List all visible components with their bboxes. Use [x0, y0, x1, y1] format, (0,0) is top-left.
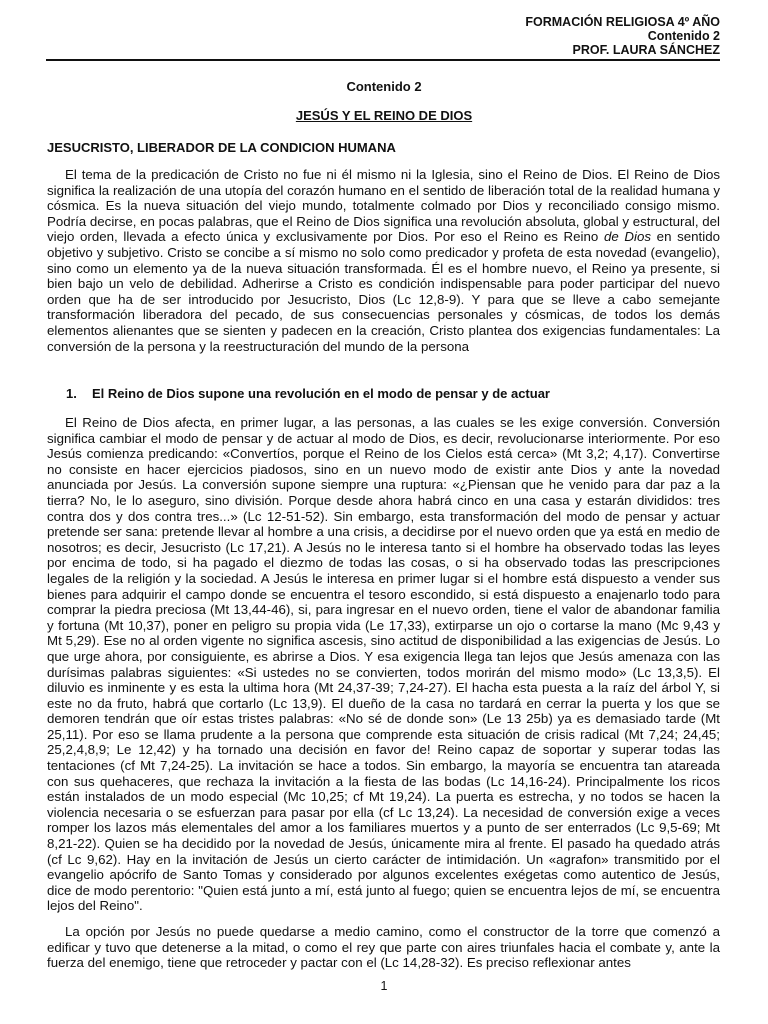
- header-course: FORMACIÓN RELIGIOSA 4º AÑO: [525, 15, 720, 29]
- page-header: [525, 15, 720, 57]
- paragraph-3: La opción por Jesús no puede quedarse a medio camino, como el constructor de la torre que comenzó a edificar y tuvo que detenerse a la mitad, o como el rey que parte con aires triunfales hacia el combate y, ante la fuerza del enemigo, tiene que retroceder y pactar con el (Lc 14,28-32). Es preciso reflexionar antes: [47, 924, 720, 971]
- numbered-heading: [66, 386, 550, 401]
- section-title: JESÚS Y EL REINO DE DIOS: [295, 108, 473, 123]
- numbered-heading-number: 1.: [66, 386, 77, 401]
- paragraph-1-text-a: El tema de la predicación de Cristo no fue ni él mismo ni la Iglesia, sino el Reino de Dios. El Reino de Dios significa la realización de una utopía del corazón humano en el sentido de liberación total de la realidad humana y cósmica. Es la nueva situación del viejo mundo, totalmente colmado por Dios y reconciliado consigo mismo. Podría decirse, en pocas palabras, que el Reino de Dios significa una revolución absoluta, global y estructural, del viejo orden, llevada a efecto única y exclusivamente por Dios. Por eso el Reino es Reino: [47, 167, 720, 245]
- paragraph-1: [47, 167, 720, 354]
- header-content: Contenido 2: [647, 29, 720, 43]
- paragraph-2: El Reino de Dios afecta, en primer lugar, a las personas, a las cuales se les exige conversión. Conversión significa cambiar el modo de pensar y de actuar al modo de Dios, es decir, revolucionarse interiormente. Por eso Jesús comienza predicando: «Convertíos, porque el Reino de los Cielos está cerca» (Mt 3,2; 4,17). Convertirse no consiste en hacer ejercicios piadosos, sino en un nuevo modo de existir ante Dios y ante la novedad anunciada por Jesús. La conversión supone siempre una ruptura: «¿Piensan que he venido para dar paz a la tierra? No, le lo aseguro, sino división. Porque desde ahora habrá cinco en una casa y estarán divididos: tres contra dos y dos contra tres...» (Lc 12-51-52). Sin embargo, esta transformación del modo de pensar y actuar pretende ser sana: pretende llevar al hombre a una crisis, a decidirse por el nuevo orden que ya está en medio de nosotros; es decir, Jesucristo (Lc 17,21). A Jesús no le interesa tanto si el hombre ha observado todas las leyes por encima de todo, si ha pagado el diezmo de todas las cosas, o si ha observado todas las prescripciones legales de la religión y la sociedad. A Jesús le interesa en primer lugar si el hombre está dispuesto a vender sus bienes para adquirir el campo donde se encuentra el tesoro escondido, si está dispuesto a enajenarlo todo para comprar la piedra preciosa (Mt 13,44-46), si, para ingresar en el nuevo orden, tiene el valor de abandonar familia y fortuna (Mt 10,37), poner en peligro su propia vida (Le 17,33), extirparse un ojo o cortarse la mano (Mc 9,43 y Mt 5,29). Ese no al orden vigente no significa ascesis, sino actitud de disponibilidad a las exigencias de Jesús. Lo que urge ahora, por consiguiente, es abrirse a Dios. Y esa exigencia llega tan lejos que Jesús amenaza con las durísimas palabras siguientes: «Si ustedes no se convierten, todos morirán del mismo modo» (Lc 13,3,5). El diluvio es inminente y es esta la ultima hora (Mt 24,37-39; 7,24-27). El hacha esta puesta a la raíz del árbol Y, si este no da fruto, habrá que cortarlo (Lc 13,9). El dueño de la casa no tardará en cerrar la puerta y los que se demoren tendrán que oír estas tristes palabras: «No sé de donde son» (Le 13 25b) ya es demasiado tarde (Mt 25,11). Por eso se llama prudente a la persona que comprende esta situación de crisis radical (Mt 7,24; 24,45; 25,2,4,8,9; Le 12,42) y ha tornado una decisión en favor de! Reino capaz de soportar y superar todas las tentaciones (cf Mt 7,24-25). La invitación se hace a todos. Sin embargo, la mayoría se encuentra tan atareada con sus quehaceres, que rechaza la invitación a la fiesta de las bodas (Lc 14,16-24). Principalmente los ricos están instalados de un modo especial (Mc 10,25; cf Mt 19,24). La puerta es estrecha, y no todos se hacen la violencia necesaria o se esfuerzan para pasar por ella (cf Lc 13,24). La necesidad de conversión exige a veces romper los lazos más elementales del amor a los familiares muertos y a punto de ser enterrados (Lc 9,5-69; Mt 8,21-22). Quien se ha decidido por la novedad de Jesús, únicamente mira al frente. El pasado ha quedado atrás (cf Lc 9,62). Hay en la invitación de Jesús un cierto carácter de intimidación. Un «agrafon» transmitido por el evangelio apócrifo de Santo Tomas y considerado por algunos excelentes exégetas como autentico de Jesús, dice de modo perentorio: "Quien está junto a mí, está junto al fuego; quien se encuentra lejos de mí, se encuentra lejos del Reino".: [47, 415, 720, 914]
- header-teacher: PROF. LAURA SÁNCHEZ: [572, 43, 720, 57]
- paragraph-1-text-b: en sentido objetivo y subjetivo. Cristo se concibe a sí mismo no solo como predicador y profeta de esta novedad (evangelio), sino como un elemento ya de la nueva situación transformada. Él es el hombre nuevo, el Reino ya presente, si bien bajo un velo de debilidad. Adherirse a Cristo es condición indispensable para poder participar del nuevo orden que ha de ser introducido por Jesucristo, Dios (Lc 12,8-9). Y para que se lleve a cabo semejante transformación liberadora del pecado, de sus consecuencias personales y cósmicas, de todos los demás elementos alienantes que se sienten y padecen en la creación, Cristo plantea dos exigencias fundamentales: La conversión de la persona y la reestructuración del mundo de la persona: [47, 229, 721, 354]
- page-number: 1: [380, 979, 388, 993]
- header-divider: [46, 59, 720, 61]
- content-title: Contenido 2: [346, 79, 422, 94]
- subheading: JESUCRISTO, LIBERADOR DE LA CONDICION HUMANA: [47, 140, 396, 155]
- numbered-heading-title: El Reino de Dios supone una revolución en el modo de pensar y de actuar: [92, 386, 550, 401]
- paragraph-1-emphasis: de Dios: [603, 229, 652, 245]
